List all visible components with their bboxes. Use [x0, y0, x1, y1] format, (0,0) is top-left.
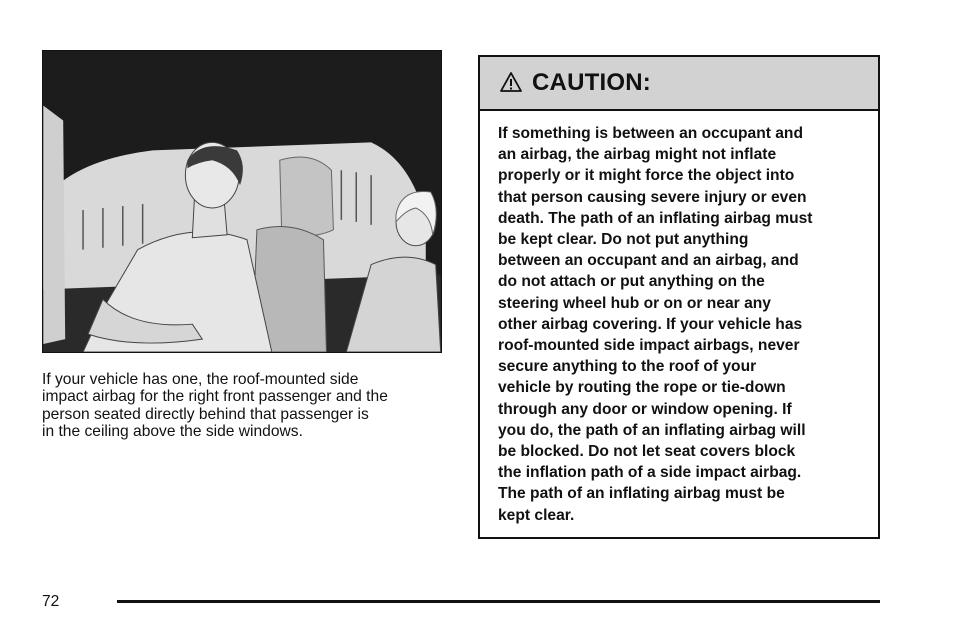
caution-line: If something is between an occupant and [498, 125, 803, 142]
warning-triangle-icon [500, 71, 522, 93]
caution-line: through any door or window opening. If [498, 400, 792, 418]
caution-line: between an occupant and an airbag, and [498, 252, 799, 270]
car-interior-illustration [42, 50, 442, 353]
caution-line: you do, the path of an inflating airbag will [498, 421, 806, 439]
caution-line: the inflation path of a side impact airbag. [498, 464, 802, 482]
caution-line: other airbag covering. If your vehicle has [498, 315, 803, 333]
caution-line: an airbag, the airbag might not inflate [498, 146, 777, 164]
footer-rule [117, 600, 880, 603]
caution-title: CAUTION: [532, 69, 651, 96]
caption-line: in the ceiling above the side windows. [42, 423, 303, 441]
caution-line: secure anything to the roof of your [498, 358, 757, 376]
caution-line: do not attach or put anything on the [498, 273, 765, 291]
car-interior-airbag-illustration-icon [43, 51, 441, 352]
caution-line: be blocked. Do not let seat covers block [498, 443, 796, 461]
caution-line: roof-mounted side impact airbags, never [498, 337, 800, 355]
caution-text [480, 111, 878, 526]
caption-line: impact airbag for the right front passenger and the [42, 388, 388, 406]
illustration-caption [42, 371, 444, 441]
caution-line: death. The path of an inflating airbag must [498, 209, 813, 227]
caution-line: be kept clear. Do not put anything [498, 231, 749, 249]
page-number: 72 [42, 593, 60, 610]
caution-line: properly or it might force the object into [498, 167, 795, 185]
caution-line: kept clear. [498, 506, 575, 524]
caution-line: The path of an inflating airbag must be [498, 485, 785, 503]
caution-box [478, 55, 880, 539]
caution-line: steering wheel hub or on or near any [498, 294, 771, 312]
caption-line: person seated directly behind that passenger is [42, 405, 369, 423]
caution-line: vehicle by routing the rope or tie-down [498, 379, 786, 397]
caution-header [480, 57, 878, 111]
caution-line: that person causing severe injury or even [498, 188, 807, 206]
caption-line: If your vehicle has one, the roof-mounted side [42, 371, 359, 388]
